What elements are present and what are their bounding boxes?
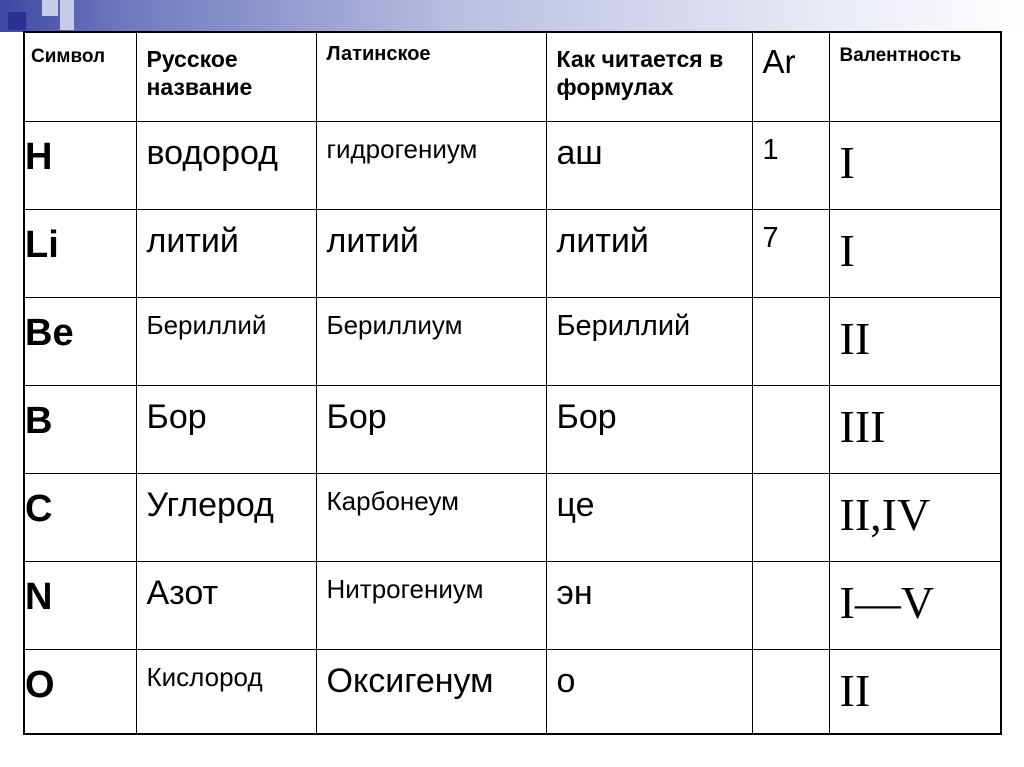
decor-square [60,0,74,30]
header-russian-name: Русское название [136,32,316,121]
latin-name-cell: литий [316,209,546,297]
header-latin-name: Латинское [316,32,546,121]
header-symbol: Символ [24,32,136,121]
table-row [24,209,1001,297]
russian-name-cell: Углерод [136,473,316,561]
symbol-cell: B [24,385,136,473]
latin-name-cell: гидрогениум [316,121,546,209]
table-row [24,561,1001,649]
decor-square [8,12,26,30]
valence-cell: III [829,385,1001,473]
valence-cell: II,IV [829,473,1001,561]
russian-name-cell: водород [136,121,316,209]
reading-cell: Бор [546,385,752,473]
latin-name-cell: Карбонеум [316,473,546,561]
russian-name-cell: литий [136,209,316,297]
ar-cell [752,297,829,385]
ar-cell [752,385,829,473]
russian-name-cell: Азот [136,561,316,649]
latin-name-cell: Бериллиум [316,297,546,385]
russian-name-cell: Кислород [136,649,316,734]
valence-cell: I—V [829,561,1001,649]
latin-name-cell: Нитрогениум [316,561,546,649]
elements-table [23,31,1002,735]
reading-cell: аш [546,121,752,209]
table-row [24,297,1001,385]
valence-cell: I [829,121,1001,209]
header-ar: Ar [752,32,829,121]
reading-cell: эн [546,561,752,649]
latin-name-cell: Бор [316,385,546,473]
decor-square [42,0,58,16]
valence-cell: II [829,649,1001,734]
valence-cell: I [829,209,1001,297]
ar-cell: 1 [752,121,829,209]
reading-cell: Бериллий [546,297,752,385]
russian-name-cell: Бор [136,385,316,473]
table-row [24,649,1001,734]
valence-cell: II [829,297,1001,385]
reading-cell: литий [546,209,752,297]
symbol-cell: Be [24,297,136,385]
symbol-cell: O [24,649,136,734]
ar-cell [752,561,829,649]
header-row [24,32,1001,121]
symbol-cell: N [24,561,136,649]
ar-cell [752,649,829,734]
ar-cell [752,473,829,561]
reading-cell: о [546,649,752,734]
symbol-cell: C [24,473,136,561]
ar-cell: 7 [752,209,829,297]
table-row [24,385,1001,473]
symbol-cell: H [24,121,136,209]
header-reading: Как читается в формулах [546,32,752,121]
table-row [24,121,1001,209]
header-valence: Валентность [829,32,1001,121]
russian-name-cell: Бериллий [136,297,316,385]
latin-name-cell: Оксигенум [316,649,546,734]
symbol-cell: Li [24,209,136,297]
header-decoration-bar [0,0,1024,32]
table-row [24,473,1001,561]
reading-cell: це [546,473,752,561]
